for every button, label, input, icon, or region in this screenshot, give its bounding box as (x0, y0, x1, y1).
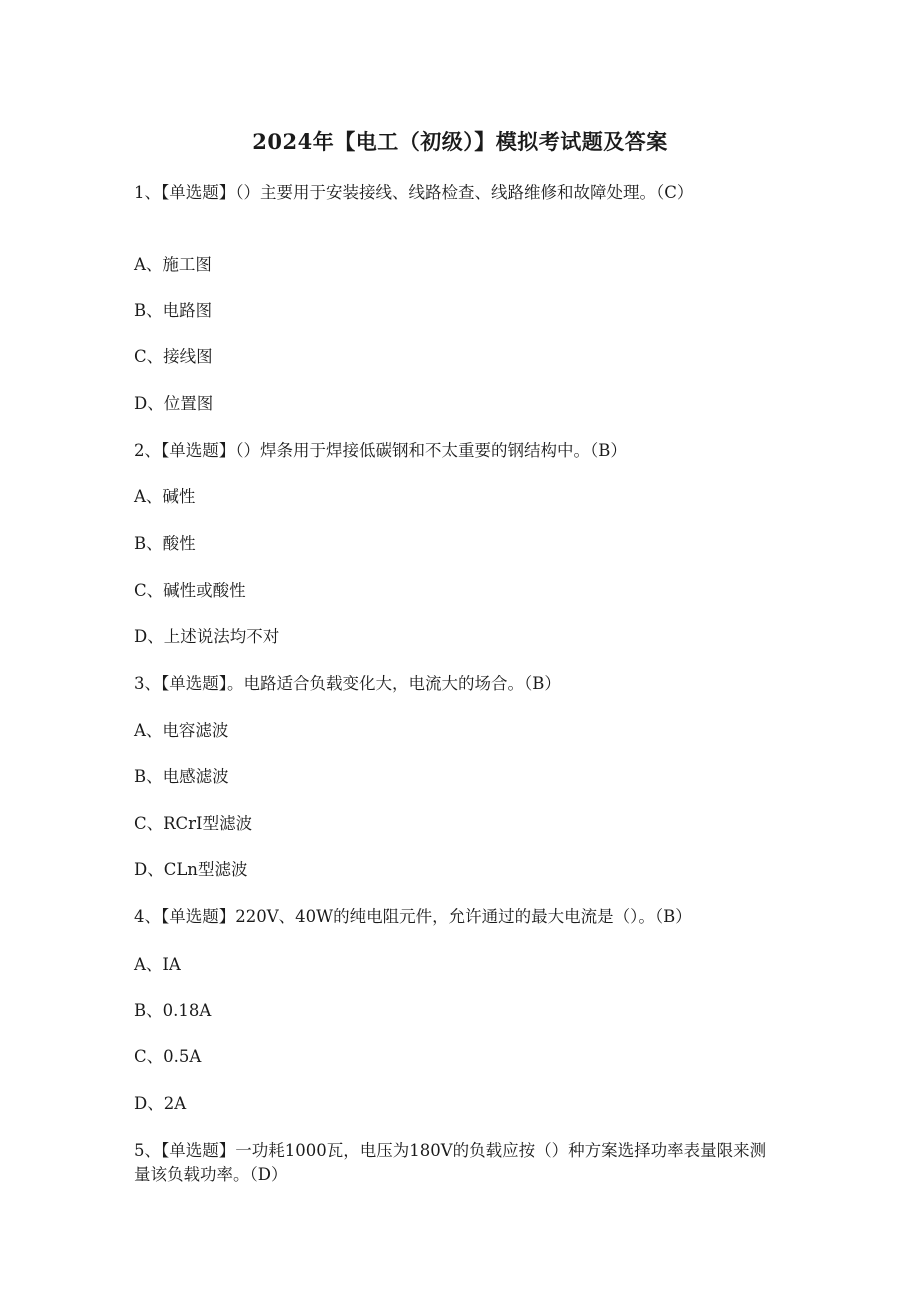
question-2-option-c: C、碱性或酸性 (134, 581, 246, 600)
question-2-option-a: A、碱性 (134, 487, 196, 506)
question-2-option-d: D、上述说法均不对 (134, 627, 280, 646)
question-4-option-c: C、0.5A (134, 1047, 202, 1066)
question-4-option-d: D、2A (134, 1094, 187, 1113)
question-3-option-b: B、电感滤波 (134, 767, 229, 786)
question-1-option-a: A、施工图 (134, 255, 212, 274)
question-3-option-c: C、RCrI型滤波 (134, 814, 253, 833)
question-3-option-a: A、电容滤波 (134, 721, 229, 740)
question-1-stem: 1、【单选题】（）主要用于安装接线、线路检查、线路维修和故障处理。（C） (134, 183, 694, 202)
question-3-option-d: D、CLn型滤波 (134, 860, 248, 879)
question-3-stem: 3、【单选题】。电路适合负载变化大，电流大的场合。（B） (134, 674, 561, 693)
page-title: 2024年【电工（初级）】模拟考试题及答案 (252, 129, 668, 154)
question-1-option-d: D、位置图 (134, 394, 214, 413)
question-5-stem: 5、【单选题】一功耗1000瓦，电压为180V的负载应按（）种方案选择功率表量限来测量该负载功率。（D） (134, 1141, 767, 1184)
question-1-option-b: B、电路图 (134, 301, 213, 320)
question-2-stem: 2、【单选题】（）焊条用于焊接低碳钢和不太重要的钢结构中。（B） (134, 441, 627, 460)
question-4-stem: 4、【单选题】220V、40W的纯电阻元件，允许通过的最大电流是（）。（B） (134, 907, 692, 926)
question-4-option-b: B、0.18A (134, 1001, 212, 1020)
question-4-option-a: A、IA (134, 955, 181, 974)
question-2-option-b: B、酸性 (134, 534, 196, 553)
question-1-option-c: C、接线图 (134, 347, 213, 366)
